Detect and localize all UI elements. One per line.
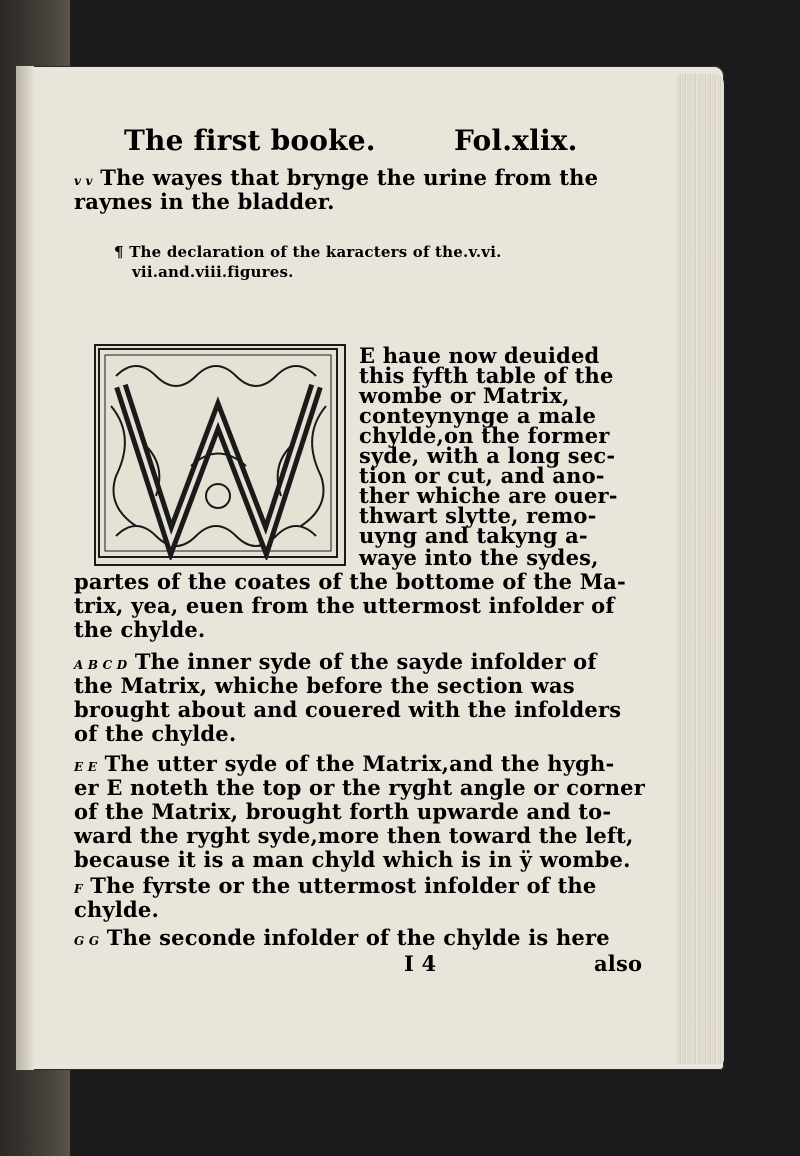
figure-marker: v v <box>74 174 93 188</box>
text-line: ward the ryght syde,more then toward the left, <box>74 823 634 848</box>
text-line: the chylde. <box>74 617 206 642</box>
page-gutter <box>16 66 34 1070</box>
running-header <box>124 124 614 164</box>
text-line: the Matrix, whiche before the section was <box>74 673 575 698</box>
pilcrow-icon: ¶ <box>114 243 124 261</box>
text-line: wombe or Matrix, <box>359 383 570 408</box>
text-line: chylde. <box>74 897 159 922</box>
text-line: thwart slytte, remo- <box>359 503 597 528</box>
text-line: this fyfth table of the <box>359 363 614 388</box>
figure-marker: E E <box>74 760 98 774</box>
declaration-line-2: vii.and.viii.figures. <box>132 263 294 281</box>
text-line: uyng and takyng a- <box>359 523 588 548</box>
text-line: A B C D The inner syde of the sayde infolder of <box>74 649 597 674</box>
page-edges <box>676 74 724 1064</box>
text-line: E haue now deuided <box>359 343 600 368</box>
text-line: of the chylde. <box>74 721 237 746</box>
text-line: F The fyrste or the uttermost infolder of the <box>74 873 597 898</box>
text-line: trix, yea, euen from the uttermost infolder of <box>74 593 615 618</box>
text-line: brought about and couered with the infolders <box>74 697 622 722</box>
text-line: because it is a man chyld which is in ÿ wombe. <box>74 847 631 872</box>
text-line: conteynynge a male <box>359 403 597 428</box>
page-content <box>74 94 664 1024</box>
text-line: ther whiche are ouer- <box>359 483 618 508</box>
text-line: of the Matrix, brought forth upwarde and to- <box>74 799 612 824</box>
book-title: The first booke. <box>124 124 376 157</box>
initial-ornament-icon <box>96 346 340 560</box>
declaration-line-1: ¶ The declaration of the karacters of the.v.vi. <box>114 243 502 261</box>
intro-line-2: raynes in the bladder. <box>74 189 335 214</box>
signature-mark: I 4 <box>404 951 437 976</box>
figure-marker: F <box>74 882 83 896</box>
folio-number: Fol.xlix. <box>454 124 578 157</box>
catchword: also <box>594 951 643 976</box>
text-line: chylde,on the former <box>359 423 610 448</box>
text-line: partes of the coates of the bottome of the Ma- <box>74 569 626 594</box>
text-line: er E noteth the top or the ryght angle or corner <box>74 775 646 800</box>
text-line: G G The seconde infolder of the chylde is here <box>74 925 610 950</box>
figure-marker: A B C D <box>74 658 128 672</box>
text-line: E E The utter syde of the Matrix,and the hygh- <box>74 751 615 776</box>
decorated-initial-w <box>94 344 346 566</box>
text-line: tion or cut, and ano- <box>359 463 605 488</box>
intro-line-1: v v The wayes that bryngе the urine from the <box>74 165 599 190</box>
text-line: syde, with a long sec- <box>359 443 616 468</box>
text-line: waye into the sydes, <box>359 545 599 570</box>
figure-marker: G G <box>74 934 100 948</box>
